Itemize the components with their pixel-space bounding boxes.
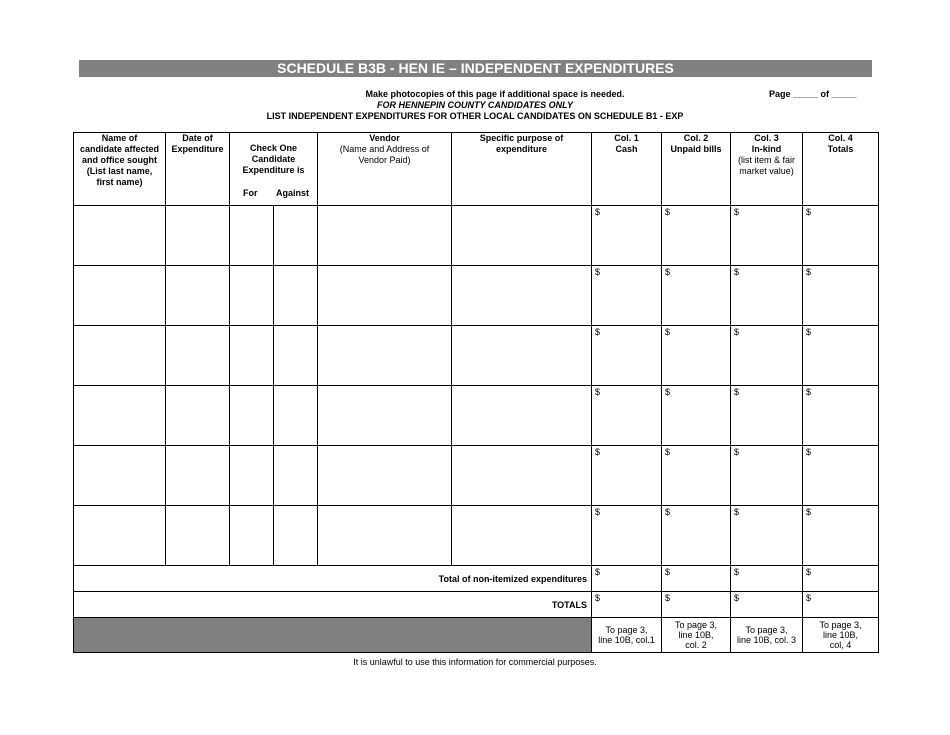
expenditures-table — [73, 132, 879, 653]
in-kind-cell[interactable] — [731, 386, 803, 446]
against-label: Against — [276, 188, 310, 198]
date-cell[interactable] — [166, 326, 230, 386]
date-cell[interactable] — [166, 386, 230, 446]
vendor-cell[interactable] — [318, 386, 452, 446]
dollar-sign: $ — [734, 207, 740, 217]
col-header-unpaid-bills: Col. 2 Unpaid bills — [662, 133, 731, 206]
for-cell[interactable] — [230, 326, 274, 386]
cash-cell[interactable] — [592, 266, 662, 326]
totals-unpaid-cell[interactable] — [662, 592, 731, 618]
purpose-cell[interactable] — [452, 446, 592, 506]
purpose-cell[interactable] — [452, 266, 592, 326]
against-cell[interactable] — [274, 326, 318, 386]
totals-cell[interactable] — [803, 446, 879, 506]
purpose-cell[interactable] — [452, 386, 592, 446]
unpaid-cell[interactable] — [662, 206, 731, 266]
against-cell[interactable] — [274, 206, 318, 266]
dollar-sign: $ — [665, 207, 671, 217]
in-kind-cell[interactable] — [731, 326, 803, 386]
shaded-area — [74, 618, 592, 653]
dollar-sign: $ — [806, 593, 812, 603]
dollar-sign: $ — [595, 267, 601, 277]
dollar-sign: $ — [595, 447, 601, 457]
to-page-col3: To page 3, line 10B, col. 3 — [731, 618, 803, 653]
col-header-cash: Col. 1 Cash — [592, 133, 662, 206]
candidate-cell[interactable] — [74, 386, 166, 446]
dollar-sign: $ — [665, 507, 671, 517]
table-row — [74, 446, 879, 506]
totals-in-kind-cell[interactable] — [731, 592, 803, 618]
table-row — [74, 326, 879, 386]
dollar-sign: $ — [595, 207, 601, 217]
dollar-sign: $ — [806, 507, 812, 517]
to-page-col4: To page 3, line 10B, col, 4 — [803, 618, 879, 653]
dollar-sign: $ — [734, 327, 740, 337]
unpaid-cell[interactable] — [662, 506, 731, 566]
to-page-col1: To page 3, line 10B, col.1 — [592, 618, 662, 653]
nonitemized-cash-cell[interactable] — [592, 566, 662, 592]
unlawful-use-note: It is unlawful to use this information for commercial purposes. — [353, 657, 597, 667]
nonitemized-total-label: Total of non-itemized expenditures — [74, 566, 592, 592]
date-cell[interactable] — [166, 206, 230, 266]
purpose-cell[interactable] — [452, 506, 592, 566]
unpaid-cell[interactable] — [662, 266, 731, 326]
against-cell[interactable] — [274, 266, 318, 326]
candidate-cell[interactable] — [74, 506, 166, 566]
in-kind-cell[interactable] — [731, 266, 803, 326]
date-cell[interactable] — [166, 266, 230, 326]
for-cell[interactable] — [230, 266, 274, 326]
totals-cash-cell[interactable] — [592, 592, 662, 618]
dollar-sign: $ — [665, 447, 671, 457]
for-label: For — [243, 188, 258, 198]
in-kind-cell[interactable] — [731, 446, 803, 506]
to-page-row — [74, 618, 879, 653]
dollar-sign: $ — [595, 507, 601, 517]
dollar-sign: $ — [595, 327, 601, 337]
dollar-sign: $ — [806, 567, 812, 577]
dollar-sign: $ — [595, 567, 601, 577]
dollar-sign: $ — [806, 267, 812, 277]
for-cell[interactable] — [230, 446, 274, 506]
totals-label: TOTALS — [74, 592, 592, 618]
totals-cell[interactable] — [803, 266, 879, 326]
dollar-sign: $ — [734, 567, 740, 577]
dollar-sign: $ — [806, 447, 812, 457]
totals-totals-cell[interactable] — [803, 592, 879, 618]
list-note: LIST INDEPENDENT EXPENDITURES FOR OTHER LOCAL CANDIDATES ON SCHEDULE B1 - EXP — [266, 111, 684, 121]
candidate-cell[interactable] — [74, 266, 166, 326]
for-cell[interactable] — [230, 206, 274, 266]
totals-cell[interactable] — [803, 326, 879, 386]
against-cell[interactable] — [274, 386, 318, 446]
header-row — [74, 133, 879, 206]
col-header-purpose: Specific purpose of expenditure — [452, 133, 592, 206]
dollar-sign: $ — [665, 387, 671, 397]
vendor-cell[interactable] — [318, 506, 452, 566]
cash-cell[interactable] — [592, 446, 662, 506]
page-number-field: Page _____ of _____ — [769, 89, 857, 99]
in-kind-cell[interactable] — [731, 206, 803, 266]
photocopy-note: Make photocopies of this page if additional space is needed. — [365, 89, 625, 99]
dollar-sign: $ — [734, 507, 740, 517]
dollar-sign: $ — [806, 207, 812, 217]
candidate-cell[interactable] — [74, 446, 166, 506]
table-row — [74, 206, 879, 266]
candidate-cell[interactable] — [74, 206, 166, 266]
col-header-check-one: Check One Candidate Expenditure is — [230, 133, 318, 206]
col-header-totals: Col. 4 Totals — [803, 133, 879, 206]
dollar-sign: $ — [806, 387, 812, 397]
cash-cell[interactable] — [592, 326, 662, 386]
dollar-sign: $ — [734, 387, 740, 397]
col-header-in-kind: Col. 3 In-kind (list item & fair market value) — [731, 133, 803, 206]
cash-cell[interactable] — [592, 206, 662, 266]
for-cell[interactable] — [230, 506, 274, 566]
col-header-candidate: Name of candidate affected and office sought (List last name, first name) — [74, 133, 166, 206]
totals-row — [74, 592, 879, 618]
nonitemized-total-row — [74, 566, 879, 592]
table-row — [74, 266, 879, 326]
dollar-sign: $ — [734, 267, 740, 277]
nonitemized-unpaid-cell[interactable] — [662, 566, 731, 592]
schedule-title: SCHEDULE B3B - HEN IE – INDEPENDENT EXPENDITURES — [79, 60, 872, 77]
dollar-sign: $ — [665, 567, 671, 577]
unpaid-cell[interactable] — [662, 386, 731, 446]
cash-cell[interactable] — [592, 386, 662, 446]
for-cell[interactable] — [230, 386, 274, 446]
totals-cell[interactable] — [803, 506, 879, 566]
cash-cell[interactable] — [592, 506, 662, 566]
against-cell[interactable] — [274, 446, 318, 506]
dollar-sign: $ — [665, 593, 671, 603]
totals-cell[interactable] — [803, 386, 879, 446]
vendor-cell[interactable] — [318, 326, 452, 386]
vendor-cell[interactable] — [318, 206, 452, 266]
to-page-col2: To page 3, line 10B, col. 2 — [662, 618, 731, 653]
dollar-sign: $ — [595, 593, 601, 603]
totals-cell[interactable] — [803, 206, 879, 266]
hennepin-note: FOR HENNEPIN COUNTY CANDIDATES ONLY — [376, 100, 573, 110]
date-cell[interactable] — [166, 506, 230, 566]
nonitemized-totals-cell[interactable] — [803, 566, 879, 592]
dollar-sign: $ — [806, 327, 812, 337]
unpaid-cell[interactable] — [662, 326, 731, 386]
vendor-cell[interactable] — [318, 266, 452, 326]
against-cell[interactable] — [274, 506, 318, 566]
dollar-sign: $ — [665, 267, 671, 277]
col-header-vendor: Vendor (Name and Address of Vendor Paid) — [318, 133, 452, 206]
col-header-date: Date of Expenditure — [166, 133, 230, 206]
nonitemized-in-kind-cell[interactable] — [731, 566, 803, 592]
dollar-sign: $ — [734, 593, 740, 603]
unpaid-cell[interactable] — [662, 446, 731, 506]
purpose-cell[interactable] — [452, 206, 592, 266]
table-row — [74, 386, 879, 446]
vendor-cell[interactable] — [318, 446, 452, 506]
dollar-sign: $ — [734, 447, 740, 457]
date-cell[interactable] — [166, 446, 230, 506]
dollar-sign: $ — [595, 387, 601, 397]
table-row — [74, 506, 879, 566]
purpose-cell[interactable] — [452, 326, 592, 386]
candidate-cell[interactable] — [74, 326, 166, 386]
dollar-sign: $ — [665, 327, 671, 337]
in-kind-cell[interactable] — [731, 506, 803, 566]
